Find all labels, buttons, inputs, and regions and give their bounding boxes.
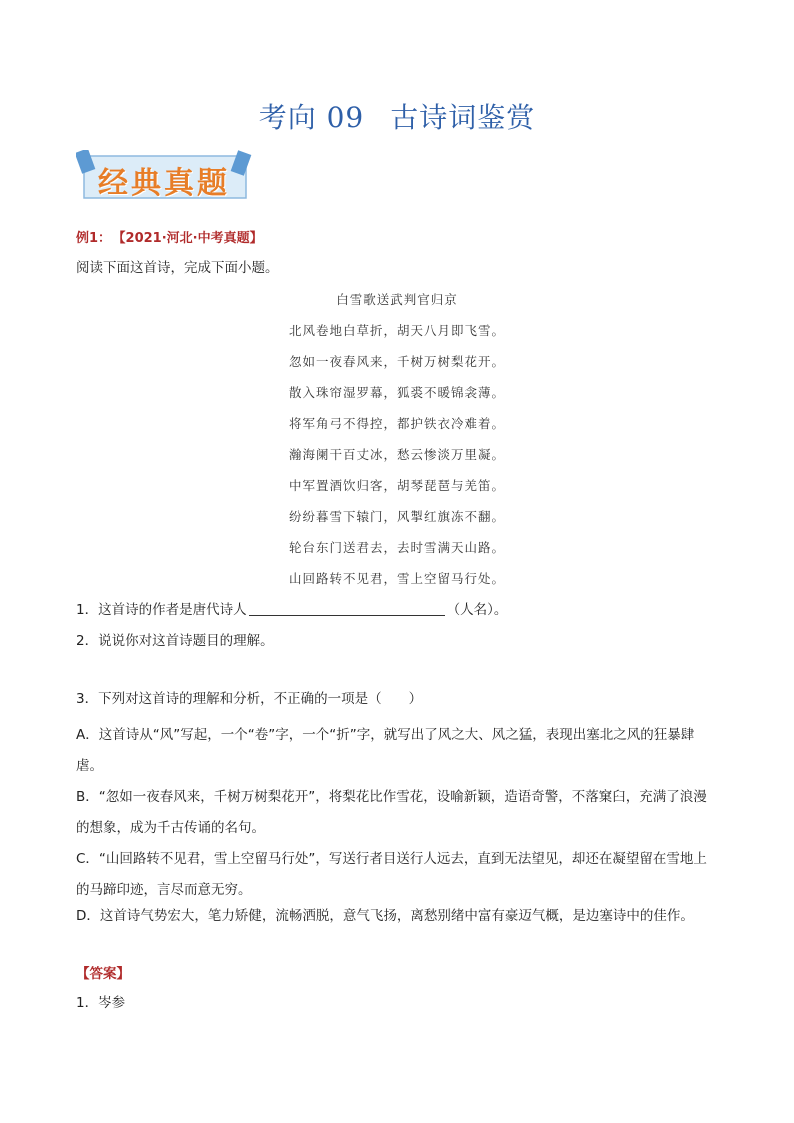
question-2: 2．说说你对这首诗题目的理解。 xyxy=(76,633,274,649)
poem-line: 瀚海阑干百丈冰，愁云惨淡万里凝。 xyxy=(288,447,505,462)
example-label xyxy=(76,227,263,246)
question-1 xyxy=(76,600,507,620)
section-banner xyxy=(76,150,252,204)
poem-line: 山回路转不见君，雪上空留马行处。 xyxy=(288,571,505,586)
option-d: D．这首诗气势宏大，笔力矫健，流畅洒脱，意气飞扬，离愁别绪中富有豪迈气概，是边塞诗中的佳作。 xyxy=(76,908,694,924)
example-number: 例1： xyxy=(76,231,112,246)
answer-label: 【答案】 xyxy=(76,966,130,982)
option-c: C．“山回路转不见君，雪上空留马行处”，写送行者目送行人远去，直到无法望见，却还在凝望留在雪地上的马蹄印迹，言尽而意无穷。 xyxy=(76,851,707,898)
poem-line: 中军置酒饮归客，胡琴琵琶与羌笛。 xyxy=(288,478,505,493)
answer-1: 1．岑参 xyxy=(76,995,126,1011)
option-a: A．这首诗从“风”写起，一个“卷”字，一个“折”字，就写出了风之大、风之猛，表现出塞北之风的狂暴肆虐。 xyxy=(76,727,695,774)
poem-title: 白雪歌送武判官归京 xyxy=(336,292,458,307)
poem-line: 轮台东门送君去，去时雪满天山路。 xyxy=(288,540,505,555)
poem-line: 北风卷地白草折，胡天八月即飞雪。 xyxy=(288,323,505,338)
question-1-suffix: （人名）。 xyxy=(446,602,508,618)
instruction-text: 阅读下面这首诗，完成下面小题。 xyxy=(76,260,279,276)
question-3: 3．下列对这首诗的理解和分析，不正确的一项是（ ） xyxy=(76,691,423,707)
option-b: B．“忽如一夜春风来，千树万树梨花开”，将梨花比作雪花，设喻新颖，造语奇警，不落窠臼，充满了浪漫的想象，成为千古传诵的名句。 xyxy=(76,789,707,836)
page-title xyxy=(0,96,794,136)
poem-line: 纷纷暮雪下辕门，风掣红旗冻不翻。 xyxy=(288,509,505,524)
example-source: 【2021·河北·中考真题】 xyxy=(119,231,263,246)
poem-line: 将军角弓不得控，都护铁衣冷难着。 xyxy=(288,416,505,431)
question-1-prefix: 1．这首诗的作者是唐代诗人 xyxy=(76,602,247,618)
poem-line: 忽如一夜春风来，千树万树梨花开。 xyxy=(288,354,505,369)
page-title-topic-number: 考向 09 xyxy=(258,101,365,134)
banner-text: 经典真题 xyxy=(98,166,230,201)
poem-line: 散入珠帘湿罗幕，狐裘不暖锦衾薄。 xyxy=(288,385,505,400)
answer-blank[interactable] xyxy=(249,601,445,616)
page-title-topic-name: 古诗词鉴赏 xyxy=(390,101,536,134)
